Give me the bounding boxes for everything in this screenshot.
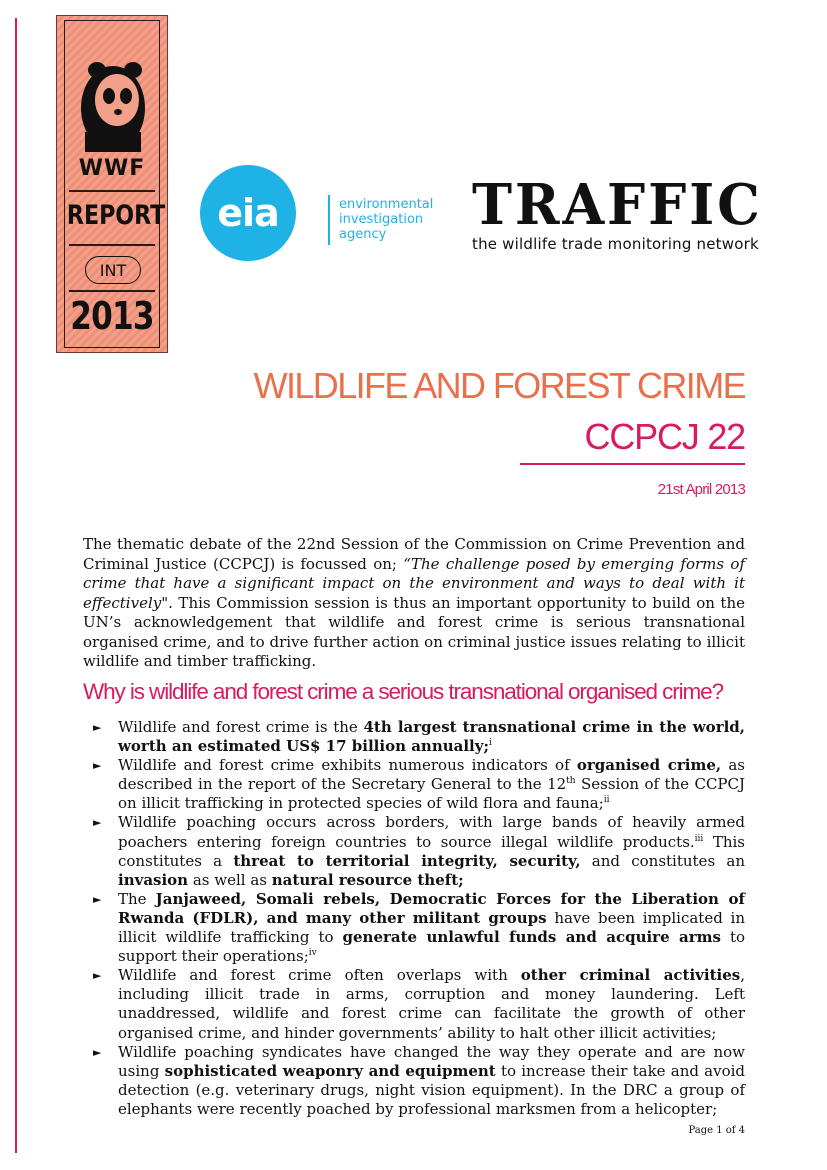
bullet-text: The xyxy=(118,889,156,908)
eia-line-2: investigation xyxy=(339,212,424,227)
bullet-text: as well as xyxy=(188,870,272,889)
eia-wordmark xyxy=(339,197,433,242)
bullet-arrow-icon: ► xyxy=(93,892,102,906)
bullet-text: Wildlife poaching syndicates have changed the way they operate and are now using xyxy=(118,1042,745,1080)
badge-divider xyxy=(69,244,155,246)
endnote-ref[interactable]: iv xyxy=(308,948,317,959)
eia-mark-text: eia xyxy=(217,191,279,235)
badge-divider xyxy=(69,290,155,292)
title-underline xyxy=(520,463,745,465)
bullet-bold: other criminal activities xyxy=(520,966,741,985)
bullet-text: Session of the CCPCJ on illicit trafficking in protected species of wild flora and fauna; xyxy=(118,775,745,813)
bullet-text: Wildlife poaching occurs across borders, with large bands of heavily armed poachers entering foreign countries to source illegal wildlife products. xyxy=(118,813,745,851)
bullet-text: to support their operations; xyxy=(118,928,745,966)
traffic-wordmark: TRAFFIC xyxy=(472,172,763,238)
bullet-text: Wildlife and forest crime is the xyxy=(118,718,364,736)
ordinal-suffix: th xyxy=(566,776,576,787)
eia-divider xyxy=(328,195,330,245)
traffic-tagline: the wildlife trade monitoring network xyxy=(472,235,759,253)
eia-line-3: agency xyxy=(339,227,387,242)
bullet-bold: threat to territorial integrity, security, xyxy=(233,851,581,870)
left-margin-rule xyxy=(15,18,17,1153)
bullet-bold: Janjaweed, Somali rebels, Democratic Forces for the Liberation of Rwanda (FDLR), and many other militant groups xyxy=(118,889,745,927)
endnote-ref[interactable]: i xyxy=(489,738,492,749)
page-number: Page 1 of 4 xyxy=(688,1125,745,1136)
section-heading: Why is wildlife and forest crime a serious transnational organised crime? xyxy=(83,679,724,704)
bullet-bold: generate unlawful funds and acquire arms xyxy=(342,928,721,947)
traffic-logo xyxy=(472,172,763,265)
endnote-ref[interactable]: ii xyxy=(603,795,610,806)
badge-divider xyxy=(69,190,155,192)
bullet-bold: natural resource theft; xyxy=(271,870,464,889)
bullet-list xyxy=(83,718,745,1119)
endnote-ref[interactable]: iii xyxy=(694,833,704,844)
wwf-wordmark: WWF xyxy=(78,156,146,181)
bullet-text: This constitutes a xyxy=(118,832,745,870)
bullet-arrow-icon: ► xyxy=(93,816,102,830)
badge-int-tag: INT xyxy=(85,256,141,284)
panda-logo-icon xyxy=(77,56,149,156)
bullet-text: Wildlife and forest crime exhibits numerous indicators of xyxy=(118,756,577,775)
bullet-bold: sophisticated weaponry and equipment xyxy=(164,1061,496,1080)
bullet-arrow-icon: ► xyxy=(93,759,102,773)
bullet-arrow-icon: ► xyxy=(93,1045,102,1059)
intro-text-cont: This Commission session is thus an important opportunity to build on the UN’s acknowledgement that wildlife and forest crime is serious transnational organised crime, and to drive further action on criminal justice issues relating to illicit wildlife and timber trafficking. xyxy=(83,593,745,670)
bullet-text: Wildlife and forest crime often overlaps with xyxy=(118,966,521,985)
document-title: WILDLIFE AND FOREST CRIME xyxy=(253,365,745,406)
bullet-bold: organised crime, xyxy=(576,756,722,775)
document-subtitle: CCPCJ 22 xyxy=(584,416,745,457)
bullet-arrow-icon: ► xyxy=(93,969,102,983)
bullet-text: to increase their take and avoid detection (e.g. veterinary drugs, night vision equipment). In the DRC a group of elephants were recently poached by professional marksmen from a helicopter; xyxy=(118,1061,746,1118)
list-item xyxy=(83,966,745,1042)
intro-paragraph xyxy=(83,535,745,672)
bullet-text: as described in the report of the Secretary General to the 12 xyxy=(118,756,745,794)
eia-line-1: environmental xyxy=(339,197,434,212)
bullet-text: have been implicated in illicit wildlife trafficking to xyxy=(118,908,745,947)
intro-quote: “The challenge posed by emerging forms of crime that have a significant impact on the environment and ways to deal with it effectively". xyxy=(83,554,745,612)
intro-text: The thematic debate of the 22nd Session of the Commission on Crime Prevention and Criminal Justice (CCPCJ) is focussed on; xyxy=(83,535,745,573)
bullet-text: , including illicit trade in arms, corruption and money laundering. Left unaddressed, wildlife and forest crime can facilitate the growth of other organised crime, and hinder governments’ ability to halt other illicit activities; xyxy=(118,966,745,1042)
bullet-arrow-icon: ► xyxy=(93,721,102,734)
bullet-bold: invasion xyxy=(118,870,189,889)
bullet-text: and constitutes an xyxy=(580,851,745,870)
eia-logo xyxy=(200,165,440,265)
wwf-report-badge xyxy=(56,15,168,353)
list-item xyxy=(83,756,745,813)
list-item xyxy=(83,718,745,756)
badge-year: 2013 xyxy=(70,294,154,338)
bullet-bold: 4th largest transnational crime in the world, worth an estimated US$ 17 billion annually; xyxy=(118,718,746,756)
list-item xyxy=(83,1043,745,1119)
list-item xyxy=(83,890,745,966)
list-item xyxy=(83,813,745,889)
badge-report-label: REPORT xyxy=(66,200,166,231)
document-date: 21st April 2013 xyxy=(657,481,745,498)
eia-circle-mark xyxy=(200,165,296,261)
